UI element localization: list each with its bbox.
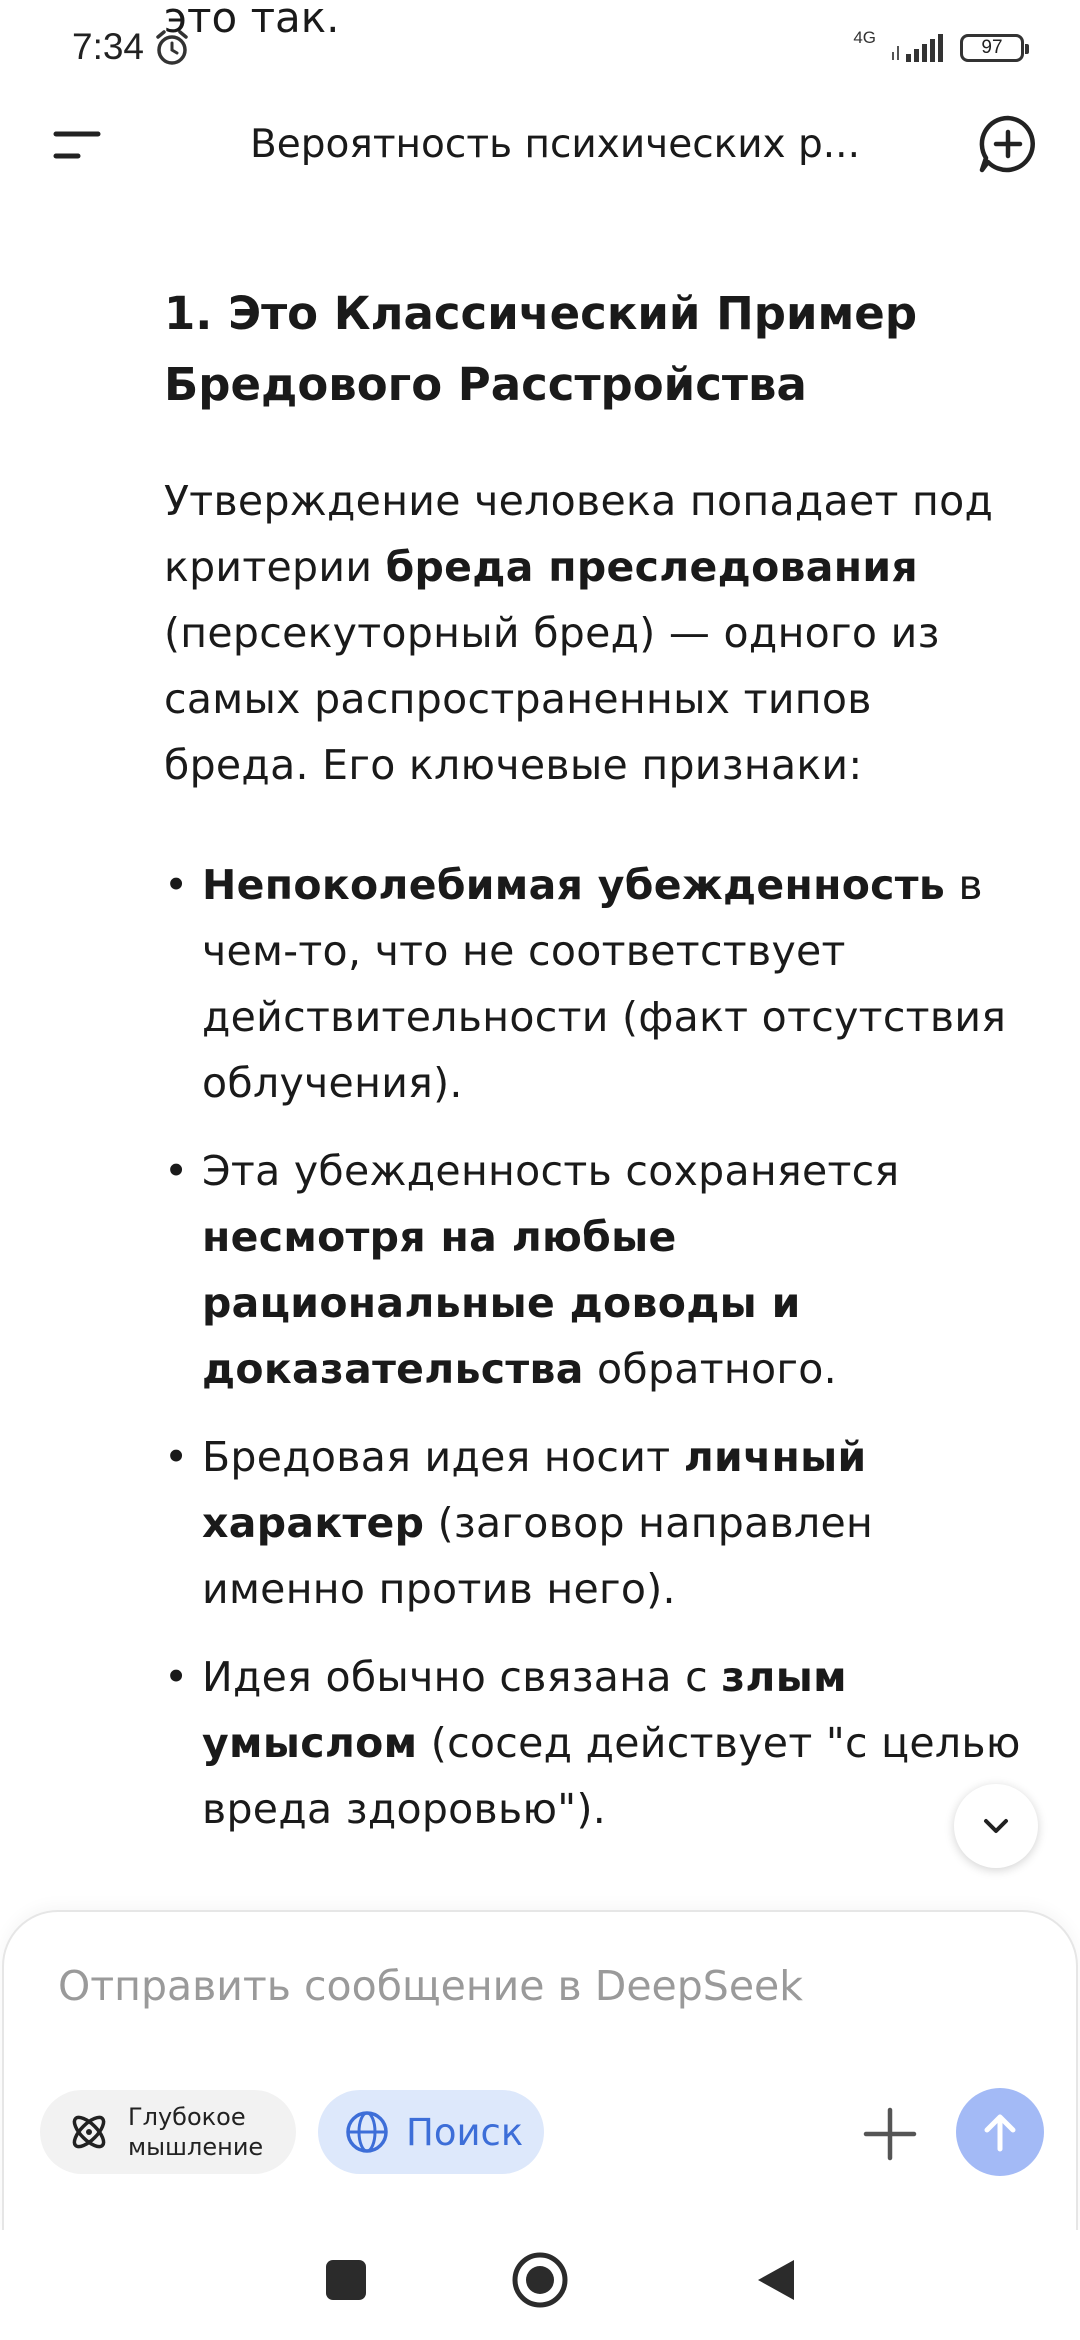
atom-icon: [66, 2109, 112, 2155]
bullet-text: Идея обычно связана с: [202, 1653, 722, 1701]
bullet-bold: злым умыслом: [202, 1653, 847, 1767]
bullet-text: Эта убежденность сохраняется: [202, 1147, 900, 1195]
list-item: [164, 1424, 1044, 1622]
bullet-text: (заговор направлен именно против него).: [202, 1499, 874, 1613]
scroll-to-bottom-button[interactable]: [954, 1784, 1038, 1868]
new-chat-icon[interactable]: [976, 112, 1040, 176]
battery-level: 97: [981, 37, 1003, 58]
deep-think-label: Глубокое мышление: [128, 2103, 264, 2161]
paragraph-text: (персекуторный бред) — одного из самых распространенных типов бреда. Его ключевые признаки:: [164, 609, 940, 789]
status-time: 7:34: [72, 26, 145, 67]
intro-paragraph: [164, 468, 1024, 798]
chat-title[interactable]: Вероятность психических р...: [250, 122, 860, 167]
signal-icon: [890, 32, 946, 64]
globe-icon: [344, 2109, 390, 2155]
status-bar: [0, 0, 1080, 100]
bullet-text: (сосед действует "с целью вреда здоровью").: [202, 1719, 1021, 1833]
bullet-text: Бредовая идея носит: [202, 1433, 684, 1481]
bullet-text: обратного.: [583, 1345, 837, 1393]
section-heading: 1. Это Классический Пример Бредового Расстройства: [164, 287, 918, 411]
paragraph-bold: бреда преследования: [385, 543, 919, 591]
bullet-text: в чем-то, что не соответствует действительности (факт отсутствия облучения).: [202, 861, 1007, 1107]
home-icon[interactable]: [510, 2250, 570, 2310]
recents-icon[interactable]: [322, 2256, 370, 2304]
back-icon[interactable]: [752, 2256, 800, 2304]
symptom-list: [164, 852, 1044, 1864]
deep-think-toggle[interactable]: [40, 2090, 296, 2174]
list-item: [164, 852, 1044, 1116]
search-toggle[interactable]: [318, 2090, 544, 2174]
send-button[interactable]: [956, 2088, 1044, 2176]
message-input[interactable]: Отправить сообщение в DeepSeek: [58, 1962, 804, 2010]
bullet-bold: несмотря на любые рациональные доводы и доказательства: [202, 1213, 801, 1393]
network-type: 4G: [853, 28, 876, 47]
search-label: Поиск: [406, 2110, 524, 2154]
message-composer: [2, 1910, 1078, 2232]
previous-text-fragment: это так.: [164, 0, 340, 42]
status-indicators: [853, 26, 1024, 70]
battery-icon: [960, 34, 1024, 62]
arrow-up-icon: [975, 2107, 1025, 2157]
attach-plus-icon[interactable]: [858, 2102, 922, 2166]
menu-icon[interactable]: [44, 118, 108, 172]
list-item: [164, 1138, 1044, 1402]
chevron-down-icon: [976, 1806, 1016, 1846]
chat-header: [0, 100, 1080, 190]
list-item: [164, 1644, 1044, 1842]
bullet-bold: Непоколебимая убежденность: [202, 861, 946, 909]
bullet-bold: личный характер: [202, 1433, 867, 1547]
system-nav-bar: [0, 2230, 1080, 2340]
paragraph-text: Утверждение человека попадает под критерии: [164, 477, 994, 591]
